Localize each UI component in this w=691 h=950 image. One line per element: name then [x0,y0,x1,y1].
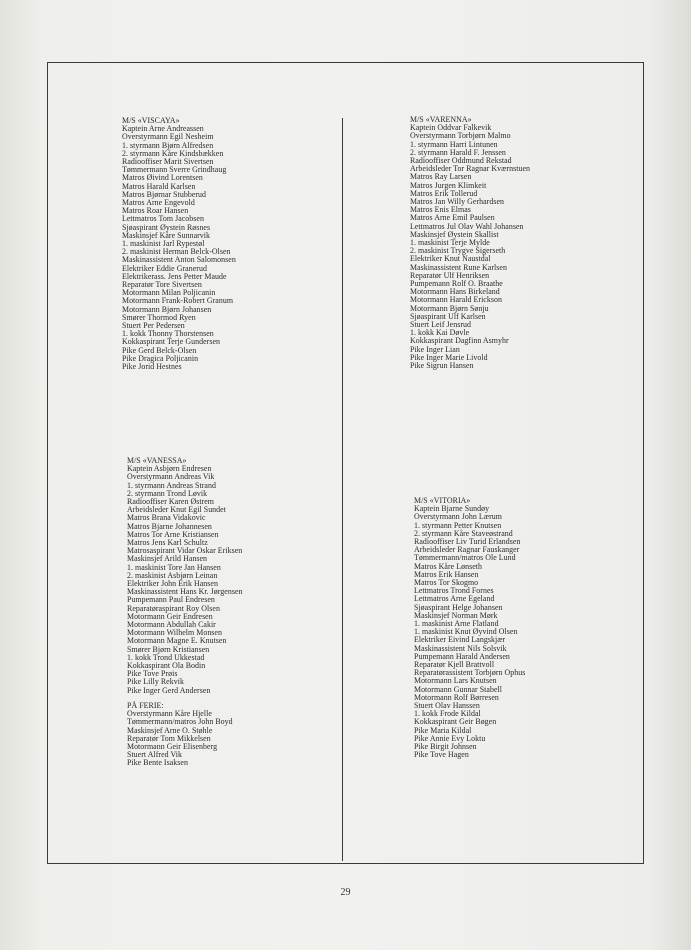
crew-member: Matros Erik Hansen [414,569,479,579]
crew-member: Reparatør Tom Mikkelsen [127,733,211,743]
crew-member: Matros Tor Arne Kristiansen [127,529,219,539]
crew-member: Motormann Milan Poljicanin [122,288,216,298]
crew-member: Maskinassistent Hans Kr. Jørgensen [127,587,243,597]
crew-member: 1. styrmann Bjørn Alfredsen [122,140,214,150]
ship-heading: M/S «VARENNA» [410,115,472,124]
crew-member: 1. maskinist Knut Øyvind Olsen [414,627,518,637]
crew-member: Matros Brana Vidakovic [127,513,206,523]
crew-member: Elektrikerass. Jens Petter Maude [122,271,227,281]
crew-member: Smører Bjørn Kristiansen [127,644,210,654]
crew-member: Matros Tor Skogmo [414,578,479,588]
crew-member: Radiooffiser Karen Østrem [127,497,214,507]
crew-member: Kaptein Bjarne Sundøy [414,504,490,514]
crew-member: Matros Bjørnar Stubberud [122,189,207,199]
crew-list [414,505,525,759]
crew-member: Sjøaspirant Ulf Karlsen [410,311,486,321]
crew-member: 2. maskinist Trygve Sigerseth [410,246,506,256]
crew-member: Matros Jurgen Klimkeit [410,180,487,190]
ship-crew-vanessa [127,457,243,768]
crew-member: Overstyrmann Torbjørn Malmo [410,131,511,141]
crew-member: Matros Erik Tollerud [410,188,478,198]
ship-heading: M/S «VITORIA» [414,496,471,505]
crew-member: 1. kokk Thonny Thorstensen [122,329,214,339]
crew-member: Matros Arne Engevold [122,198,195,208]
crew-member: Pike Sigrun Hansen [410,361,474,371]
crew-member: Motormann Frank-Robert Granum [122,296,234,306]
crew-member: Matrosaspirant Vidar Oskar Eriksen [127,546,243,556]
crew-member: Maskinassistent Anton Salomonsen [122,255,236,265]
crew-member: Maskinsjef Øystein Skallist [410,229,499,239]
crew-member: Matros Jan Willy Gerhardsen [410,197,505,207]
crew-member: Motormann Hans Birkeland [410,287,500,297]
crew-member: Kaptein Oddvar Falkevik [410,123,492,133]
crew-member: Motormann Abdullah Cakir [127,620,216,630]
crew-member: Overstyrmann Kåre Hjelle [127,709,212,719]
crew-member: Matros Bjarne Johannesen [127,521,212,531]
crew-member: 2. styrmann Trond Løvik [127,488,208,498]
crew-member: Radiooffiser Liv Turid Erlandsen [414,537,521,547]
crew-member: Kaptein Arne Andreassen [122,124,204,134]
ship-heading: M/S «VANESSA» [127,456,187,465]
crew-member: Elektriker Eivind Langskjær [414,635,506,645]
crew-member: Pumpemann Paul Endresen [127,595,215,605]
crew-member: 1. maskinist Terje Mylde [410,238,490,248]
crew-member: Maskinassistent Rune Karlsen [410,262,507,272]
crew-member: Pike Inger Gerd Andersen [127,685,211,695]
crew-member: Reparatør Ulf Henriksen [410,270,490,280]
crew-member: Motormann Harald Erickson [410,295,502,305]
crew-member: Maskinsjef Kåre Sunnarvik [122,230,211,240]
crew-member: Lettmatros Arne Egeland [414,594,495,604]
crew-member: Pike Bente Isaksen [127,758,188,768]
crew-member: Kokkaspirant Ola Bodin [127,661,206,671]
crew-member: Tømmermann/matros Ole Lund [414,553,516,563]
crew-member: Pumpemann Harald Andersen [414,651,510,661]
ship-heading: M/S «VISCAYA» [122,116,180,125]
crew-member: Elektriker Knut Naustdal [410,254,491,264]
crew-member: Pike Maria Kildal [414,725,472,735]
page-number: 29 [340,887,351,898]
crew-member: Matros Enis Elmas [410,205,471,215]
crew-member: 1. maskinist Jarl Rypestøl [122,239,205,249]
crew-member: Elektriker Eddie Granerud [122,263,207,273]
crew-member: Tømmermann Sverre Grindhaug [122,165,227,175]
crew-member: Pike Gerd Belck-Olsen [122,345,197,355]
crew-member: Motormann Geir Elisenberg [127,741,218,751]
crew-member: Pike Birgit Johnsen [414,742,477,752]
crew-member: Pike Annie Evy Loktu [414,733,486,743]
crew-member: 2. styrmann Kåre Kindsbækken [122,148,224,158]
crew-member: Matros Jens Karl Schultz [127,538,208,548]
crew-member: Reparatør Kjell Brattvoll [414,660,495,670]
holiday-heading: PÅ FERIE: [127,700,164,710]
crew-member: Motormann Bjørn Sønju [410,303,489,313]
crew-member: Lettmatros Trond Fornes [414,586,494,596]
crew-member: 1. maskinist Arne Flatland [414,619,499,629]
crew-member: Arbeidsleder Ragnar Fauskanger [414,545,520,555]
crew-member: 2. styrmann Kåre Staveøstrand [414,528,513,538]
crew-member: Stuert Leif Jensrud [410,320,471,330]
crew-member: Stuert Olav Hanssen [414,701,480,711]
crew-member: Kaptein Asbjørn Endresen [127,464,212,474]
crew-list [410,124,530,370]
ship-crew-varenna [410,116,530,370]
crew-member: Maskinsjef Norman Mørk [414,610,498,620]
crew-member: Matros Kåre Lønseth [414,561,483,571]
crew-member: Maskinassistent Nils Solsvik [414,643,507,653]
crew-member: Motormann Geir Endresen [127,611,213,621]
crew-member: Sjøaspirant Øystein Røsnes [122,222,211,232]
crew-member: Matros Øivind Lorentsen [122,173,203,183]
crew-member: Arbeidsleder Knut Egil Sundet [127,505,226,515]
crew-member: Smører Thormod Ryen [122,312,196,322]
crew-member: Pike Tove Hagen [414,750,469,760]
crew-member: Pike Jorid Hestnes [122,362,182,372]
crew-member: Lettmatros Tom Jacobsen [122,214,204,224]
crew-member: Pumpemann Rolf O. Braathe [410,279,503,289]
crew-member: Motormann Bjørn Johansen [122,304,212,314]
crew-member: 1. styrmann Petter Knutsen [414,520,502,530]
crew-member: Motormann Lars Knutsen [414,676,497,686]
crew-member: Overstyrmann Andreas Vik [127,472,215,482]
crew-member: 2. maskinist Asbjørn Leinan [127,570,218,580]
crew-member: 1. kokk Frode Kildal [414,709,481,719]
crew-member: 2. maskinist Herman Belck-Olsen [122,247,231,257]
crew-member: 1. styrmann Harri Lintunen [410,139,498,149]
crew-member: Pike Inger Lian [410,344,460,354]
crew-member: Kokkaspirant Terje Gundersen [122,337,220,347]
crew-member: Matros Ray Larsen [410,172,472,182]
crew-member: Matros Roar Hansen [122,206,189,216]
ship-crew-vitoria [414,497,525,760]
crew-member: 1. kokk Kai Døvle [410,328,470,338]
crew-member: Radiooffiser Oddmund Rekstad [410,156,512,166]
crew-list [127,465,243,695]
crew-member: Pike Dragica Poljicanin [122,353,199,363]
crew-member: Reparatør Tore Sivertsen [122,280,202,290]
crew-member: Radiooffiser Marit Sivertsen [122,157,214,167]
crew-member: Kokkaspirant Dagfinn Asmyhr [410,336,509,346]
crew-member: 1. maskinist Tore Jan Hansen [127,562,221,572]
column-divider [342,118,343,861]
crew-member: 1. styrmann Andreas Strand [127,480,216,490]
holiday-list [127,710,243,767]
crew-member: Maskinsjef Arild Hansen [127,554,208,564]
crew-member: Overstyrmann Egil Nesheim [122,132,214,142]
crew-member: Sjøaspirant Helge Johansen [414,602,503,612]
crew-member: Motormann Rolf Børresen [414,692,499,702]
crew-member: Matros Arne Emil Paulsen [410,213,495,223]
crew-member: Elektriker John Erik Hansen [127,579,218,589]
crew-member: Arbeidsleder Tor Ragnar Kværnstuen [410,164,530,174]
crew-member: 1. kokk Trond Ukkestad [127,652,205,662]
crew-member: Pike Tove Prøis [127,669,178,679]
on-holiday-section [127,702,243,768]
crew-member: Tømmermann/matros John Boyd [127,717,233,727]
ship-crew-viscaya [122,117,236,371]
crew-member: Matros Harald Karlsen [122,181,196,191]
crew-member: Overstyrmann John Lærum [414,512,502,522]
crew-member: Reparatøraspirant Roy Olsen [127,603,220,613]
crew-member: Maskinsjef Arne O. Støhle [127,725,213,735]
crew-member: Kokkaspirant Geir Bøgen [414,717,497,727]
crew-member: Motormann Wilhelm Monsen [127,628,222,638]
crew-member: Reparatørassistent Torbjørn Ophus [414,668,526,678]
crew-member: Motormann Magne E. Knutsen [127,636,227,646]
crew-member: Pike Lilly Rekvik [127,677,184,687]
crew-member: Stuert Per Pedersen [122,321,185,331]
crew-member: 2. styrmann Harald F. Jenssen [410,147,506,157]
crew-member: Motormann Gunnar Stabell [414,684,502,694]
crew-list [122,125,236,371]
crew-member: Lettmatros Jul Olav Wahl Johansen [410,221,524,231]
crew-member: Pike Inger Marie Livold [410,352,488,362]
crew-member: Stuert Alfred Vik [127,750,183,760]
